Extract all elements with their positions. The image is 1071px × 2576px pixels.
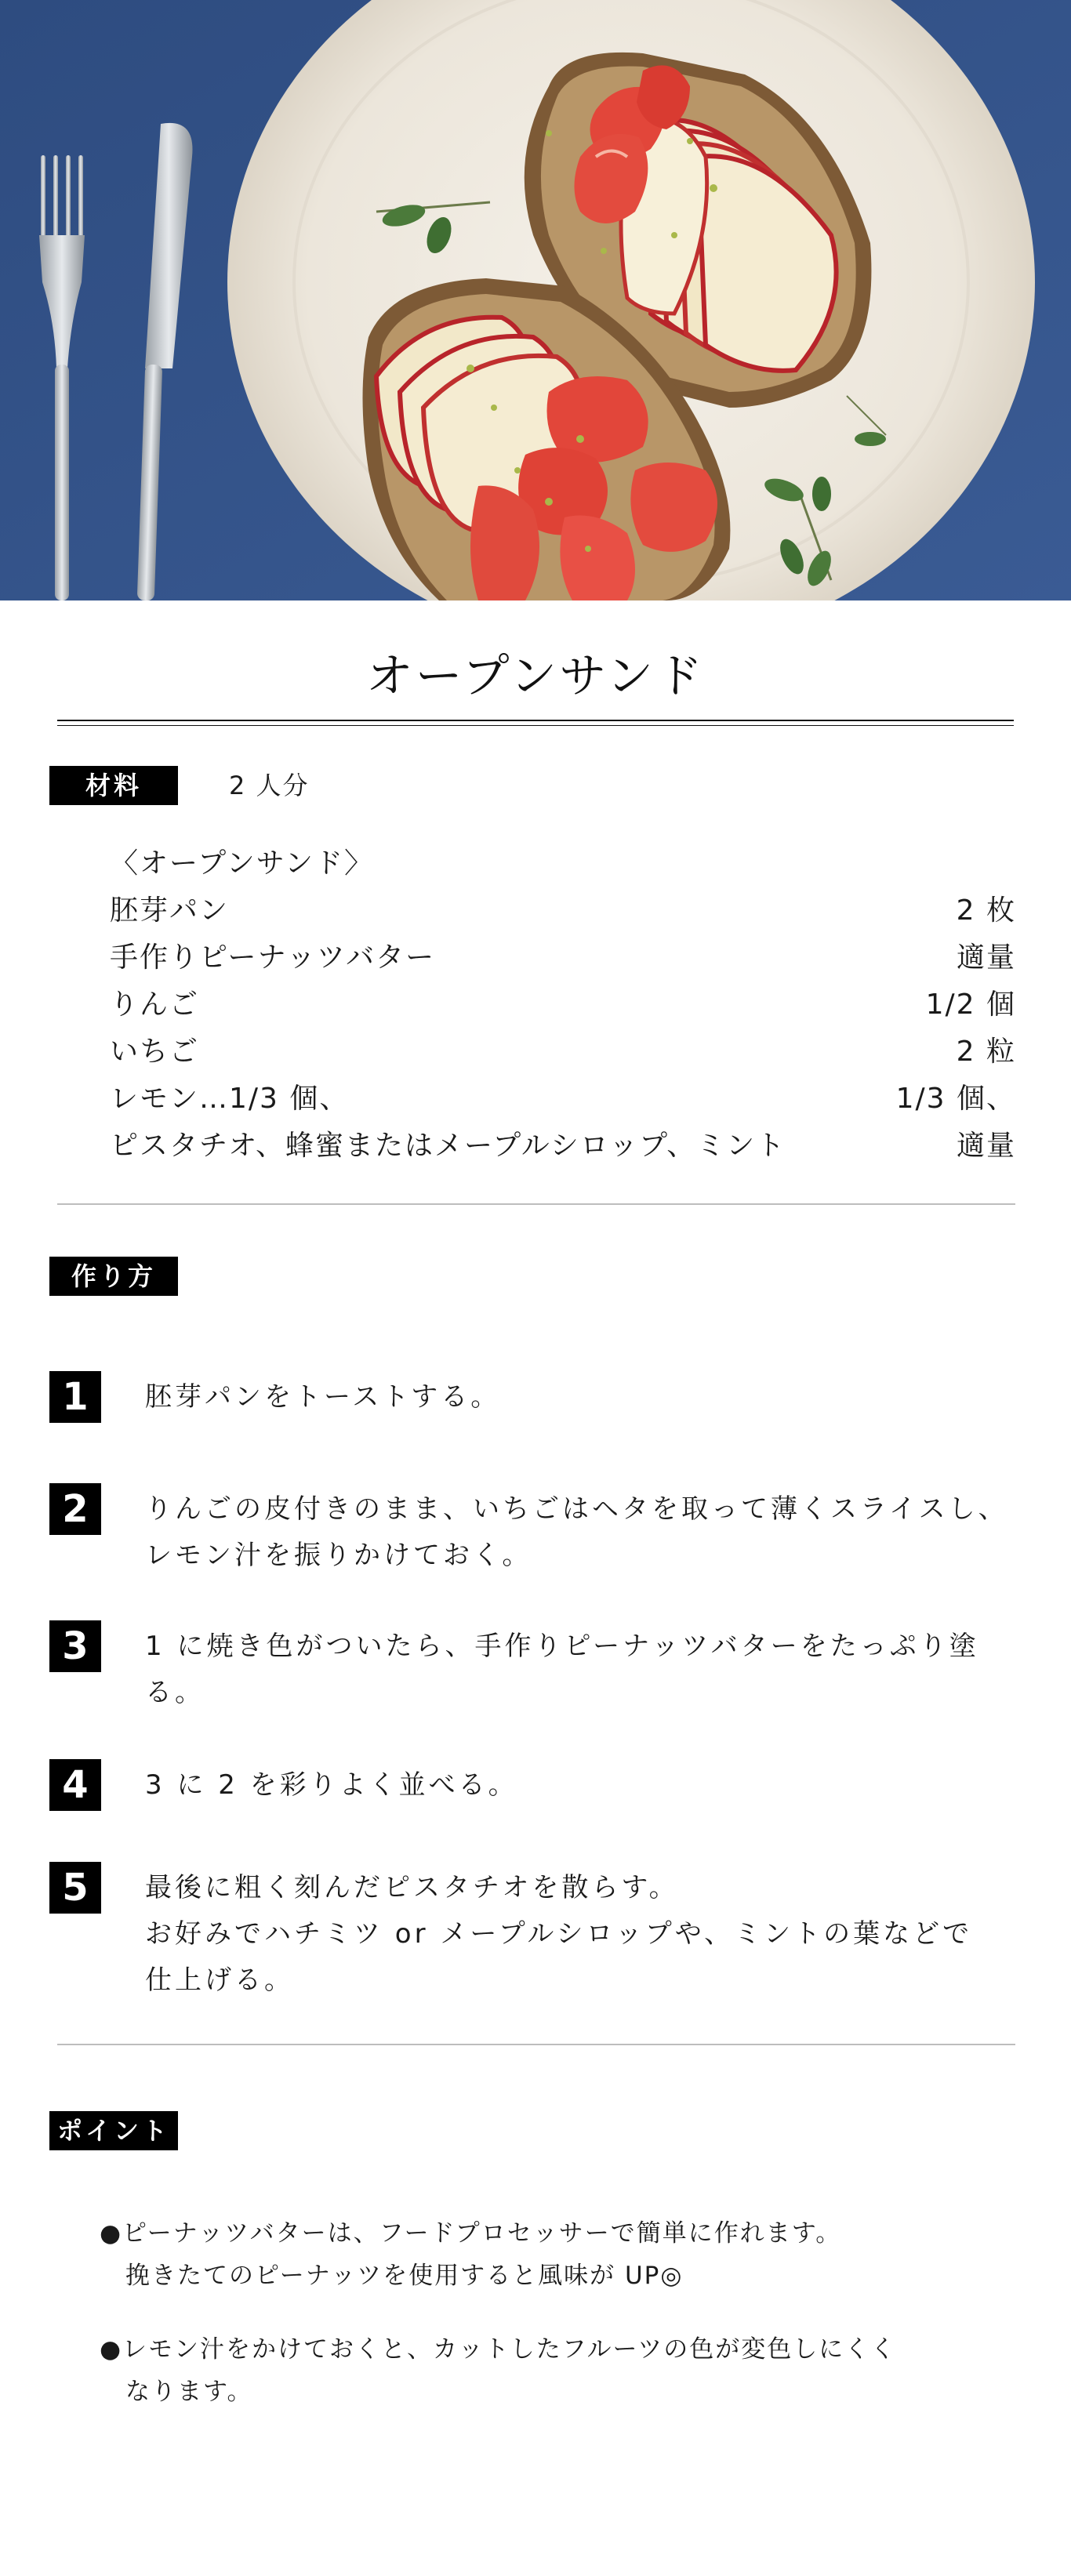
ingredient-row (110, 837, 1016, 884)
hero-photo (0, 0, 1071, 600)
step-line: お好みでハチミツ or メープルシロップや、ミントの葉などで (145, 1918, 973, 1950)
ingredient-qty: 2 粒 (956, 1035, 1016, 1068)
point-item (100, 2328, 1009, 2413)
step-line: 1 に焼き色がついたら、手作りピーナッツバターをたっぷり塗 (145, 1631, 979, 1662)
ingredient-qty: 適量 (956, 1129, 1016, 1162)
open-sandwich-photo (0, 0, 1071, 600)
step-number: 1 (49, 1371, 101, 1423)
step-line: りんごの皮付きのまま、いちごはヘタを取って薄くスライスし、 (145, 1493, 1008, 1525)
step-text (145, 1374, 1019, 1420)
ingredient-name: りんご (110, 988, 200, 1021)
method-label: 作り方 (49, 1257, 178, 1296)
step-number: 3 (49, 1620, 101, 1672)
ingredient-name: 胚芽パン (110, 894, 230, 927)
ingredient-qty: 1/2 個 (925, 988, 1016, 1021)
ingredient-row (110, 1119, 1016, 1166)
ingredient-row (110, 978, 1016, 1025)
ingredient-name: いちご (110, 1035, 200, 1068)
step-line: 胚芽パンをトーストする。 (145, 1381, 501, 1413)
section-divider (57, 2044, 1015, 2045)
step-line: る。 (145, 1677, 205, 1708)
ingredient-row (110, 884, 1016, 931)
step-line: 仕上げる。 (145, 1965, 294, 1996)
step-number: 2 (49, 1483, 101, 1535)
step-line: 最後に粗く刻んだピスタチオを散らす。 (145, 1872, 679, 1903)
step-text (145, 1865, 1019, 2004)
point-line: なります。 (125, 2378, 253, 2406)
ingredients-list (110, 837, 1016, 1166)
step-text (145, 1624, 1019, 1716)
point-line: ●レモン汁をかけておくと、カットしたフルーツの色が変色しにくく (100, 2335, 897, 2364)
page-title: オープンサンド (365, 649, 706, 704)
ingredients-label: 材料 (49, 766, 178, 805)
point-line: 挽きたてのピーナッツを使用すると風味が UP◎ (125, 2262, 684, 2290)
point-line: ●ピーナッツバターは、フードプロセッサーで簡単に作れます。 (100, 2219, 842, 2248)
step-number: 4 (49, 1759, 101, 1811)
step-line: レモン汁を振りかけておく。 (145, 1540, 532, 1571)
ingredient-qty: 2 枚 (956, 894, 1016, 927)
ingredient-row (110, 1072, 1016, 1119)
points-label: ポイント (49, 2111, 178, 2150)
ingredient-name: 手作りピーナッツバター (110, 941, 436, 974)
servings-text: 2 人分 (229, 771, 310, 800)
ingredient-qty: 1/3 個、 (895, 1082, 1016, 1115)
step-number: 5 (49, 1862, 101, 1914)
title-rule-secondary (57, 725, 1014, 726)
step-line: 3 に 2 を彩りよく並べる。 (145, 1769, 518, 1801)
ingredient-name: 〈オープンサンド〉 (110, 847, 374, 880)
step-text (145, 1486, 1019, 1579)
point-item (100, 2212, 1009, 2297)
ingredient-name: ピスタチオ、蜂蜜またはメープルシロップ、ミント (110, 1129, 786, 1162)
section-divider (57, 1203, 1015, 1205)
title-rule (57, 720, 1014, 721)
ingredient-name: レモン…1/3 個、 (110, 1082, 350, 1115)
ingredient-qty: 適量 (956, 941, 1016, 974)
step-text (145, 1762, 1019, 1809)
ingredient-row (110, 1025, 1016, 1072)
ingredient-row (110, 931, 1016, 978)
